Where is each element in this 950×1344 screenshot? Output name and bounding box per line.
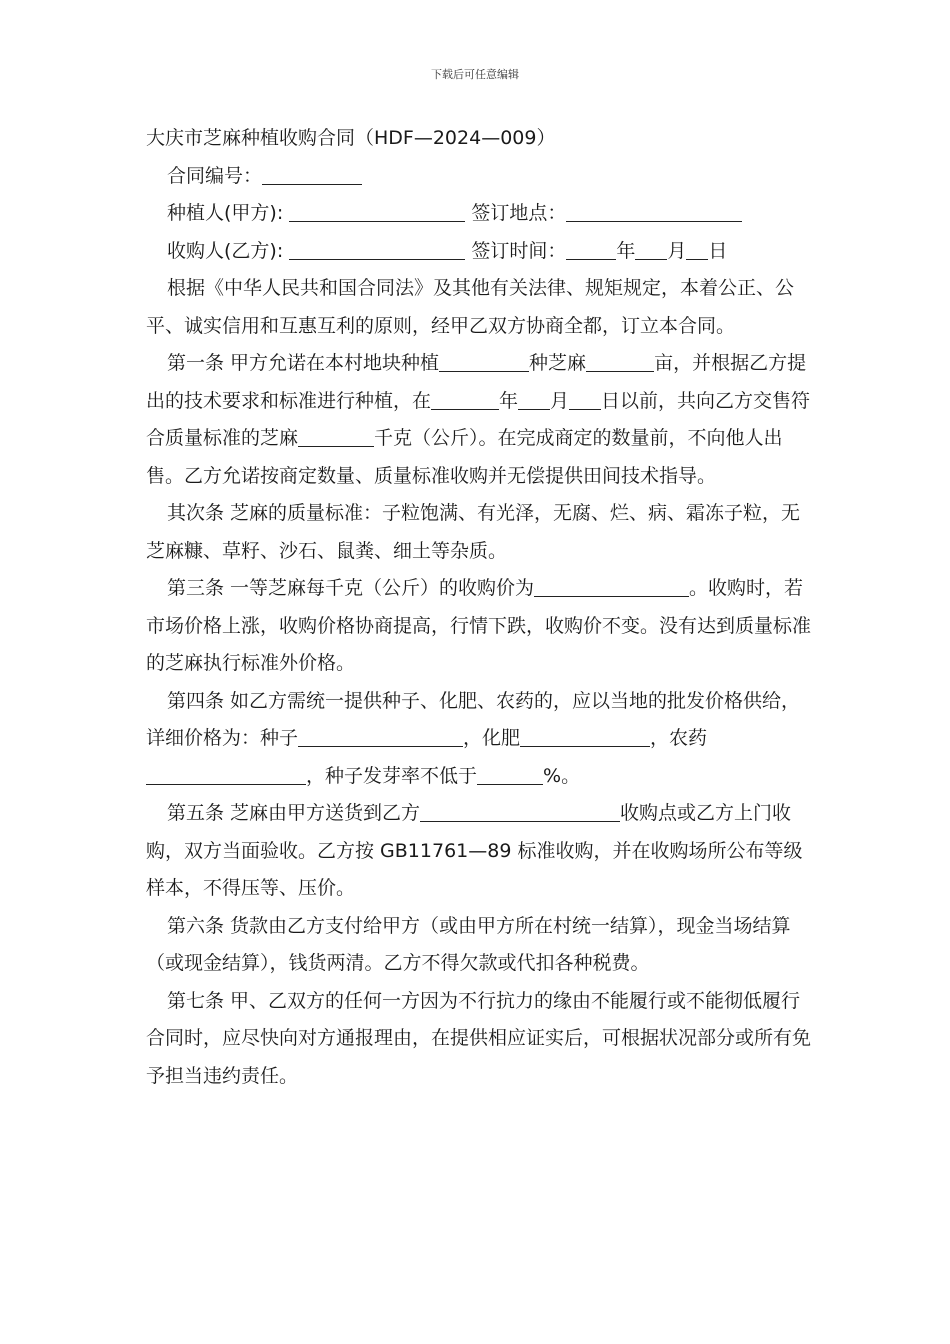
year-label: 年 (616, 239, 636, 262)
signing-day-blank[interactable] (686, 237, 708, 260)
contract-number-blank[interactable] (262, 162, 362, 185)
month-label: 月 (667, 239, 687, 262)
article-1-text-6: 日以前，共向乙方交售符合质量标准的芝麻 (146, 389, 811, 449)
contract-title: 大庆市芝麻种植收购合同（HDF—2024—009） (146, 127, 556, 149)
article-4-text-5: %。 (543, 764, 581, 787)
price-blank[interactable] (534, 574, 689, 597)
contract-body (146, 120, 816, 1095)
contract-number-label: 合同编号： (167, 164, 263, 187)
deadline-month-blank[interactable] (518, 387, 550, 410)
signing-place-label: 签订地点： (471, 202, 567, 224)
header-note: 下载后可任意编辑 (431, 68, 519, 81)
quantity-blank[interactable] (298, 424, 374, 447)
planter-blank[interactable] (289, 199, 465, 222)
article-2: 其次条 芝麻的质量标准：子粒饱满、有光泽，无腐、烂、病、霜冻子粒，无芝麻糠、草籽、沙石、鼠粪、细土等杂质。 (146, 502, 801, 562)
article-1-text-5: 月 (550, 389, 570, 412)
deadline-day-blank[interactable] (569, 387, 601, 410)
day-label: 日 (708, 239, 728, 262)
signing-time-label: 签订时间： (471, 239, 567, 262)
area-blank[interactable] (586, 349, 654, 372)
preamble-paragraph: 根据《中华人民共和国合同法》及其他有关法律、规矩规定，本着公正、公平、诚实信用和互惠互利的原则，经甲乙双方协商全都，订立本合同。 (146, 277, 795, 337)
contract-number-row (146, 158, 816, 196)
article-4-text-2: ，化肥 (463, 727, 521, 749)
pesticide-price-blank[interactable] (146, 762, 306, 785)
seed-price-blank[interactable] (298, 724, 463, 747)
signing-year-blank[interactable] (566, 237, 616, 260)
article-1-text-2: 种芝麻 (529, 352, 587, 374)
delivery-point-blank[interactable] (420, 799, 620, 822)
article-6: 第六条 货款由乙方支付给甲方（或由甲方所在村统一结算），现金当场结算（或现金结算），钱货两清。乙方不得欠款或代扣各种税费。 (146, 914, 791, 974)
fertilizer-price-blank[interactable] (520, 724, 650, 747)
planter-label: 种植人(甲方): (167, 202, 284, 224)
article-1 (146, 345, 816, 495)
article-3-text-2: 。收购时，若市场价格上涨，收购价格协商提高，行情下跌，收购价不变。没有达到质量标准的芝麻执行标准外价格。 (146, 577, 812, 674)
article-1-text-3: 亩，并根据乙方提出的技术要求和标准进行种植，在 (146, 352, 807, 412)
article-1-text-4: 年 (499, 389, 519, 412)
buyer-row (146, 233, 816, 271)
planter-row (146, 195, 816, 233)
article-4-text-4: ，种子发芽率不低于 (306, 764, 478, 787)
article-3-text-1: 第三条 一等芝麻每千克（公斤）的收购价为 (167, 577, 535, 599)
article-5-text-1: 第五条 芝麻由甲方送货到乙方 (167, 802, 421, 824)
buyer-blank[interactable] (289, 237, 465, 260)
article-4-text-1: 第四条 如乙方需统一提供种子、化肥、农药的，应以当地的批发价格供给，详细价格为：种子 (146, 689, 801, 749)
article-4-text-3: ，农药 (650, 727, 708, 749)
germination-rate-blank[interactable] (477, 762, 543, 785)
article-1-text-1: 第一条 甲方允诺在本村地块种植 (167, 352, 440, 374)
article-4 (146, 683, 816, 796)
article-5 (146, 795, 816, 908)
article-3 (146, 570, 816, 683)
deadline-year-blank[interactable] (431, 387, 499, 410)
signing-month-blank[interactable] (635, 237, 667, 260)
article-5-text-2: 收购点或乙方上门收购，双方当面验收。乙方按 GB11761—89 标准收购，并在收购场所公布等级样本，不得压等、压价。 (146, 802, 803, 899)
variety-blank[interactable] (439, 349, 529, 372)
article-7: 第七条 甲、乙双方的任何一方因为不行抗力的缘由不能履行或不能彻低履行合同时，应尽快向对方通报理由，在提供相应证实后，可根据状况部分或所有免予担当违约责任。 (146, 989, 812, 1087)
article-1-text-7: 千克（公斤）。在完成商定的数量前，不向他人出售。乙方允诺按商定数量、质量标准收购并无偿提供田间技术指导。 (146, 427, 783, 487)
buyer-label: 收购人(乙方): (167, 239, 284, 262)
signing-place-blank[interactable] (566, 199, 742, 222)
